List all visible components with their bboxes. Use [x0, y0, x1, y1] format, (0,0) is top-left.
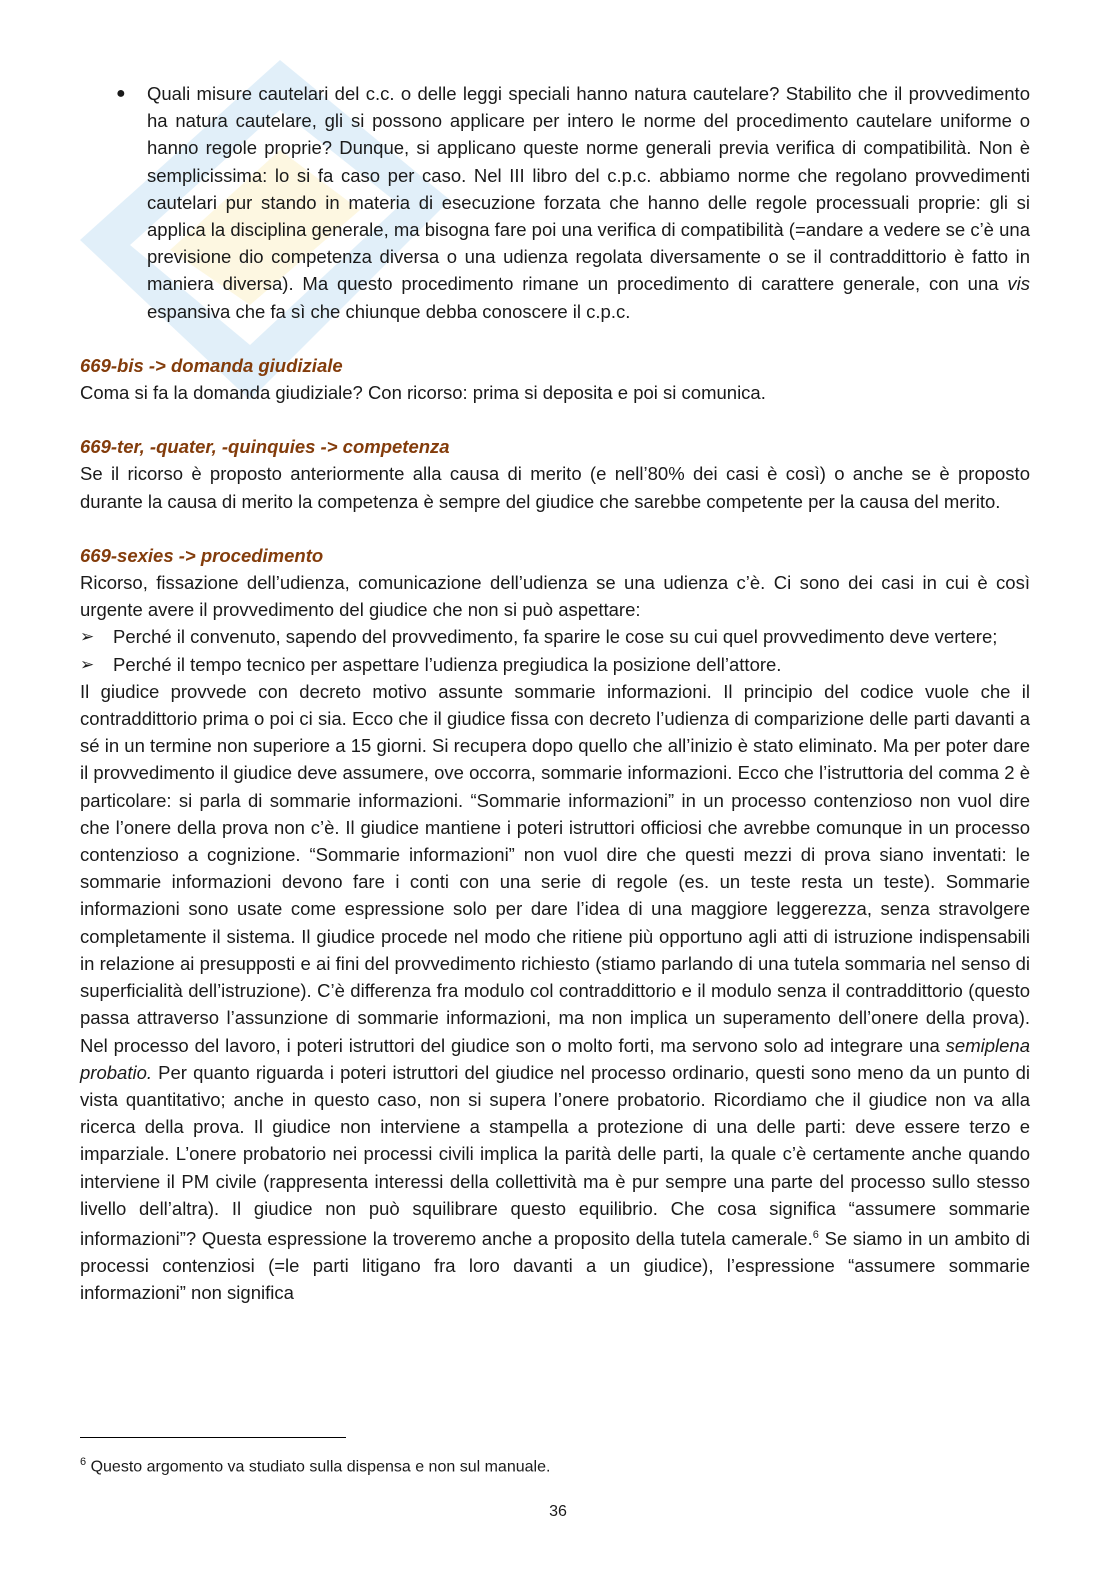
body-text-part: Se siamo in un ambito di processi contenziosi (=le parti litigano fra loro davanti a un giudice), l’espressione “assumere sommarie informazioni” non significa [80, 1228, 1030, 1304]
section-heading-669-sexies: 669-sexies -> procedimento [80, 544, 324, 566]
section-heading-669-bis: 669-bis -> domanda giudiziale [80, 354, 343, 376]
section-intro-669-sexies: Ricorso, fissazione dell’udienza, comunicazione dell’udienza se una udienza c’è. Ci sono dei casi in cui è così urgente avere il provvedimento del giudice che non si può aspettare: [80, 572, 1030, 621]
main-content [80, 80, 1030, 1307]
section-text-669-ter: Se il ricorso è proposto anteriormente alla causa di merito (e nell’80% dei casi è così) o anche se è proposto durante la causa di merito la competenza è sempre del giudice che sarebbe competente per la causa del merito. [80, 463, 1030, 512]
footnote-mark: 6 [80, 1456, 87, 1468]
footnote-separator [80, 1437, 346, 1438]
section-text-669-bis: Coma si fa la domanda giudiziale? Con ricorso: prima si deposita e poi si comunica. [80, 382, 766, 404]
footnote-reference[interactable]: 6 [812, 1228, 819, 1241]
bullet-text-part: espansiva che fa sì che chiunque debba conoscere il c.p.c. [147, 300, 631, 322]
list-item [80, 623, 1030, 650]
bullet-text-part: Quali misure cautelari del c.c. o delle leggi speciali hanno natura cautelare? Stabilito che il provvedimento ha natura cautelare, gli si possono applicare per intero le norme del procedimento cautelare uniforme o hanno regole proprie? Dunque, si applicano queste norme generali previa verifica di compatibilità. Non è semplicissima: lo si fa caso per caso. Nel III libro del c.p.c. abbiamo norme che regolano provvedimenti cautelari pur stando in materia di esecuzione forzata che hanno delle regole processuali proprie: gli si applica la disciplina generale, ma bisogna fare poi una verifica di compatibilità (=andare a vedere se c’è una previsione dio competenza diversa o una udienza regolata diversamente o se il contraddittorio è fatto in maniera diversa). Ma questo procedimento rimane un procedimento di carattere generale, con una [147, 83, 1030, 295]
page-number: 36 [549, 1503, 567, 1520]
body-text-part: Il giudice provvede con decreto motivo assunte sommarie informazioni. Il principio del codice vuole che il contraddittorio prima o poi ci sia. Ecco che il giudice fissa con decreto l’udienza di comparizione delle parti davanti a sé in un termine non superiore a 15 giorni. Si recupera dopo quello che all’inizio è stato eliminato. Ma per poter dare il provvedimento il giudice deve assumere, ove occorra, sommarie informazioni. Ecco che l’istruttoria del comma 2 è particolare: si parla di sommarie informazioni. “Sommarie informazioni” in un processo contenzioso non vuol dire che l’onere della prova non c’è. Il giudice mantiene i poteri istruttori officiosi che avrebbe comunque in un processo contenzioso a cognizione. “Sommarie informazioni” non vuol dire che questi mezzi di prova siano inventati: le sommarie informazioni devono fare i conti con una serie di regole (es. un teste resta un teste). Sommarie informazioni sono usate come espressione solo per dare l’idea di una maggiore leggerezza, senza stravolgere completamente il sistema. Il giudice procede nel modo che ritiene più opportuno agli atti di istruzione indispensabili in relazione ai presupposti e ai fini del provvedimento richiesto (stiamo parlando di una tutela sommaria nel senso di superficialità dell’istruzione). C’è differenza fra modulo col contraddittorio e il modulo senza il contraddittorio (questo passa attraverso l’assunzione di sommarie informazioni, ma non implica un superamento dell’onere della prova). Nel processo del lavoro, i poteri istruttori del giudice son o molto forti, ma servono solo ad integrare una [80, 680, 1030, 1056]
bullet-paragraph [80, 80, 1030, 325]
body-text-italic: semiplena probatio. [80, 1034, 1030, 1083]
body-text-part: Per quanto riguarda i poteri istruttori del giudice nel processo ordinario, questi sono meno da un punto di vista quantitativo; anche in questo caso, non si supera l’onere probatorio. Ricordiamo che il giudice non va alla ricerca della prova. Il giudice non interviene a stampella a protezione di una delle parti: deve essere terzo e imparziale. L’onere probatorio nei processi civili implica la parità delle parti, la quale c’è certamente anche quando interviene il PM civile (rappresenta interessi della collettività ma è pur sempre una parte del processo sullo stesso livello dell’altra). Il giudice non può squilibrare questo equilibrio. Che cosa significa “assumere sommarie informazioni”? Questa espressione la troveremo anche a proposito della tutela camerale. [80, 1061, 1030, 1250]
arrow-bullet-icon: ➢ [80, 654, 95, 674]
list-item-text: Perché il convenuto, sapendo del provvedimento, fa sparire le cose su cui quel provvedimento deve vertere; [113, 626, 998, 648]
footnote [80, 1451, 550, 1478]
bullet-text [147, 80, 1030, 325]
section-body-669-sexies [80, 678, 1030, 1307]
bullet-icon: ● [116, 85, 126, 102]
footnote-text: Questo argomento va studiato sulla dispensa e non sul manuale. [86, 1458, 551, 1476]
section-heading-669-ter: 669-ter, -quater, -quinquies -> competenza [80, 436, 450, 458]
list-item [80, 651, 1030, 678]
bullet-text-italic: vis [1007, 273, 1030, 295]
arrow-bullet-icon: ➢ [80, 627, 95, 647]
list-item-text: Perché il tempo tecnico per aspettare l’udienza pregiudica la posizione dell’attore. [113, 653, 782, 675]
